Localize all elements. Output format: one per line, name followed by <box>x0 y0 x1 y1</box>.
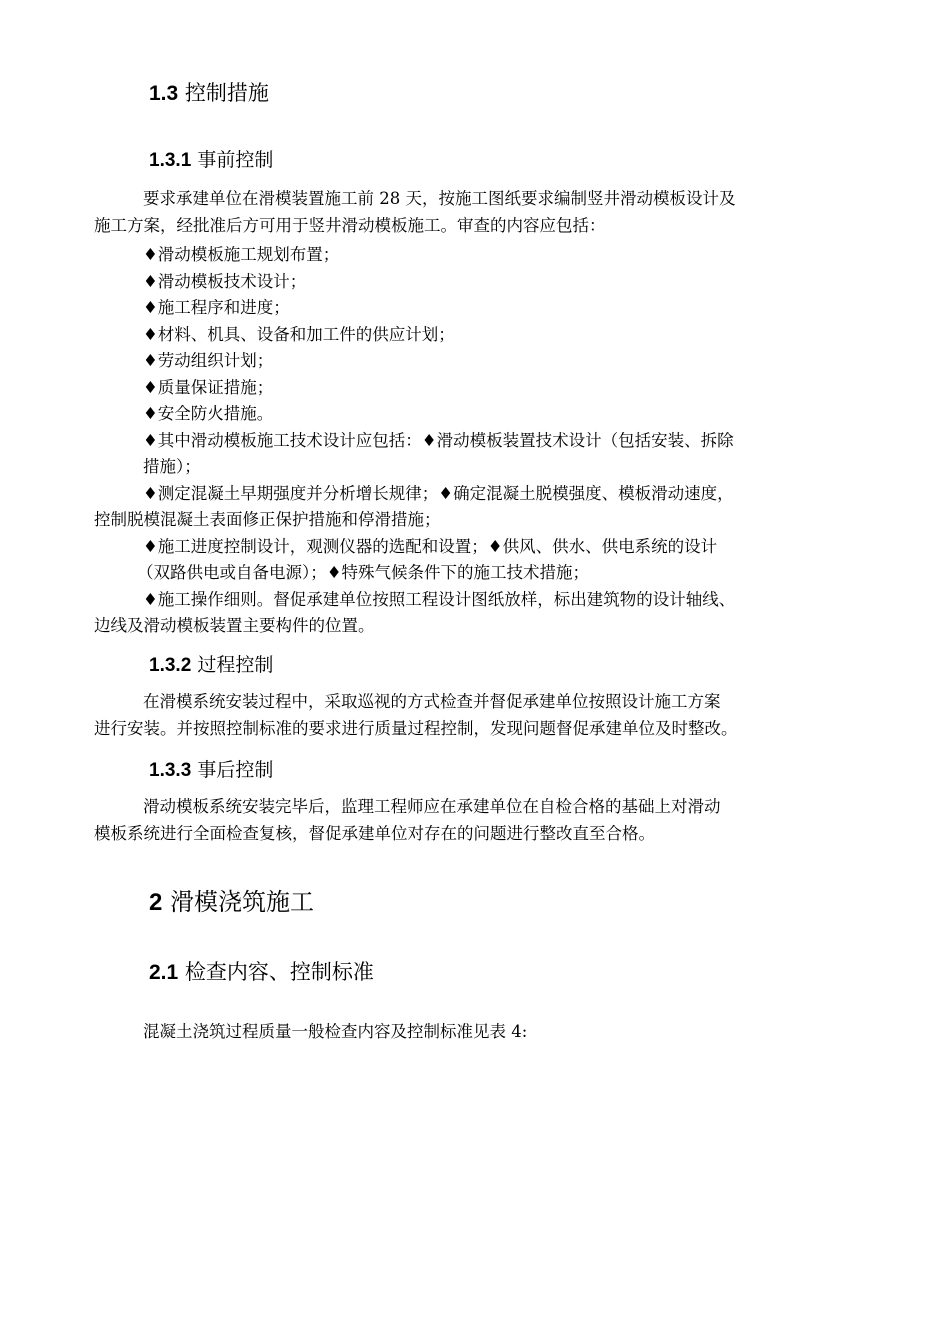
heading-number: 2.1 <box>149 961 179 984</box>
bullet-item: ♦滑动模板施工规划布置； <box>143 245 340 264</box>
heading-title: 控制措施 <box>184 81 269 105</box>
paragraph-line: 边线及滑动模板装置主要构件的位置。 <box>94 616 375 635</box>
paragraph-line: 要求承建单位在滑模装置施工前 28 天，按施工图纸要求编制竖井滑动模板设计及 <box>143 189 736 208</box>
paragraph-line: 模板系统进行全面检查复核，督促承建单位对存在的问题进行整改直至合格。 <box>94 824 655 843</box>
paragraph-line: 控制脱模混凝土表面修正保护措施和停滑措施； <box>94 510 441 529</box>
paragraph-line: ♦施工进度控制设计，观测仪器的选配和设置；♦供风、供水、供电系统的设计 <box>143 537 718 556</box>
heading-1-3-1 <box>149 151 273 170</box>
heading-title: 滑模浇筑施工 <box>170 888 314 916</box>
heading-number: 2 <box>149 889 163 916</box>
heading-2-1 <box>149 962 374 983</box>
heading-title: 事前控制 <box>197 149 274 171</box>
heading-1-3-2 <box>149 656 273 675</box>
bullet-item: ♦质量保证措施； <box>143 378 274 397</box>
paragraph-line: 混凝土浇筑过程质量一般检查内容及控制标准见表 4: <box>143 1022 528 1041</box>
heading-number: 1.3 <box>149 82 179 105</box>
paragraph-line: ♦施工操作细则。督促承建单位按照工程设计图纸放样，标出建筑物的设计轴线、 <box>143 590 736 609</box>
heading-number: 1.3.3 <box>149 760 192 781</box>
heading-title: 检查内容、控制标准 <box>184 960 374 984</box>
bullet-item: ♦劳动组织计划； <box>143 351 274 370</box>
bullet-item: ♦滑动模板技术设计； <box>143 272 307 291</box>
paragraph-line: 在滑模系统安装过程中，采取巡视的方式检查并督促承建单位按照设计施工方案 <box>143 692 721 711</box>
bullet-item: ♦材料、机具、设备和加工件的供应计划； <box>143 325 455 344</box>
heading-title: 过程控制 <box>197 654 274 676</box>
heading-1-3-3 <box>149 761 273 780</box>
paragraph-line: 施工方案，经批准后方可用于竖井滑动模板施工。审查的内容应包括： <box>94 216 606 235</box>
heading-number: 1.3.1 <box>149 150 192 171</box>
paragraph-line: 进行安装。并按照控制标准的要求进行质量过程控制，发现问题督促承建单位及时整改。 <box>94 719 738 738</box>
paragraph-line: （双路供电或自备电源）；♦特殊气候条件下的施工技术措施； <box>137 563 590 582</box>
bullet-item: ♦施工程序和进度； <box>143 298 290 317</box>
heading-number: 1.3.2 <box>149 655 192 676</box>
heading-2 <box>149 890 314 915</box>
heading-1-3 <box>149 83 269 104</box>
paragraph-line: 措施）； <box>143 457 201 476</box>
paragraph-line: ♦其中滑动模板施工技术设计应包括：♦滑动模板装置技术设计（包括安装、拆除 <box>143 431 734 450</box>
paragraph-line: ♦测定混凝土早期强度并分析增长规律；♦确定混凝土脱模强度、模板滑动速度， <box>143 484 734 503</box>
bullet-item: ♦安全防火措施。 <box>143 404 274 423</box>
paragraph-line: 滑动模板系统安装完毕后，监理工程师应在承建单位在自检合格的基础上对滑动 <box>143 797 721 816</box>
heading-title: 事后控制 <box>197 759 274 781</box>
